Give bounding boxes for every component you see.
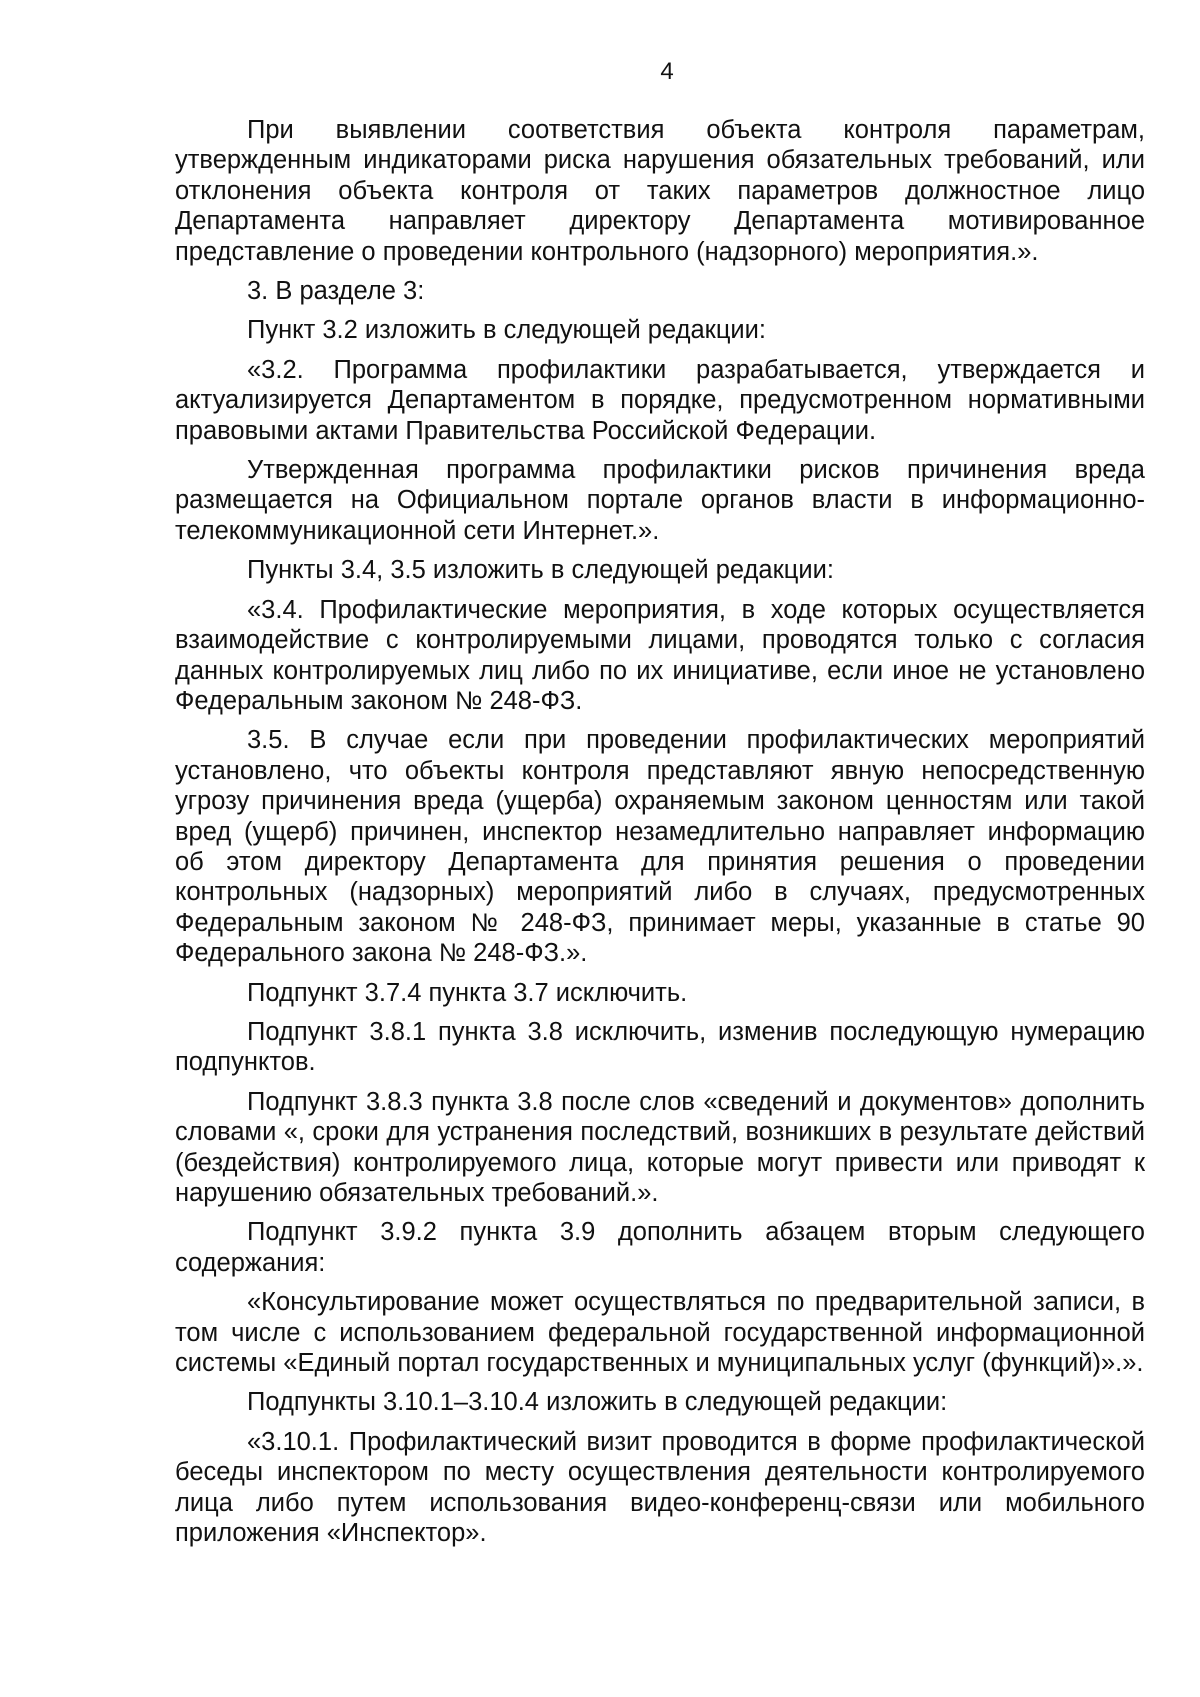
page-number: 4 xyxy=(660,58,674,85)
paragraph: Пункт 3.2 изложить в следующей редакции: xyxy=(247,316,767,345)
paragraph: 3. В разделе 3: xyxy=(247,277,425,306)
paragraph: При выявлении соответствия объекта контроля параметрам, утвержденным индикаторами риска нарушения обязательных требований, или отклонения объекта контроля от таких параметров должностное лицо Департамента направляет директору Департамента мотивированное представление о проведении контрольного (надзорного) мероприятия.». xyxy=(175,116,1145,266)
paragraph: 3.5. В случае если при проведении профилактических мероприятий установлено, что объекты контроля представляют явную непосредственную угрозу причинения вреда (ущерба) охраняемым законом ценностям или такой вред (ущерб) причинен, инспектор незамедлительно направляет информацию об этом директору Департамента для принятия решения о проведении контрольных (надзорных) мероприятий либо в случаях, предусмотренных Федеральным законом № 248-ФЗ, принимает меры, указанные в статье 90 Федерального закона № 248-ФЗ.». xyxy=(175,726,1145,968)
document-body xyxy=(175,115,1145,1557)
paragraph: «3.2. Программа профилактики разрабатывается, утверждается и актуализируется Департаментом в порядке, предусмотренном нормативными правовыми актами Правительства Российской Федерации. xyxy=(175,355,1145,445)
paragraph: Подпункт 3.8.1 пункта 3.8 исключить, изменив последующую нумерацию подпунктов. xyxy=(175,1017,1145,1077)
paragraph: Пункты 3.4, 3.5 изложить в следующей редакции: xyxy=(247,556,834,585)
paragraph: Подпункт 3.7.4 пункта 3.7 исключить. xyxy=(247,978,688,1007)
paragraph: «3.4. Профилактические мероприятия, в ходе которых осуществляется взаимодействие с контролируемыми лицами, проводятся только с согласия данных контролируемых лиц либо по их инициативе, если иное не установлено Федеральным законом № 248-ФЗ. xyxy=(175,595,1145,715)
paragraph: Утвержденная программа профилактики рисков причинения вреда размещается на Официальном портале органов власти в информационно-телекоммуникационной сети Интернет.». xyxy=(175,456,1145,545)
paragraph: «3.10.1. Профилактический визит проводится в форме профилактической беседы инспектором по месту осуществления деятельности контролируемого лица либо путем использования видео-конференц-связи или мобильного приложения «Инспектор». xyxy=(175,1427,1145,1548)
paragraph: Подпункты 3.10.1–3.10.4 изложить в следующей редакции: xyxy=(247,1388,948,1417)
paragraph: Подпункт 3.8.3 пункта 3.8 после слов «сведений и документов» дополнить словами «, сроки для устранения последствий, возникших в результате действий (бездействия) контролируемого лица, которые могут привести или приводят к нарушению обязательных требований.». xyxy=(175,1087,1145,1207)
paragraph: Подпункт 3.9.2 пункта 3.9 дополнить абзацем вторым следующего содержания: xyxy=(175,1218,1145,1277)
paragraph: «Консультирование может осуществляться по предварительной записи, в том числе с использованием федеральной государственной информационной системы «Единый портал государственных и муниципальных услуг (функций)».». xyxy=(175,1288,1145,1378)
